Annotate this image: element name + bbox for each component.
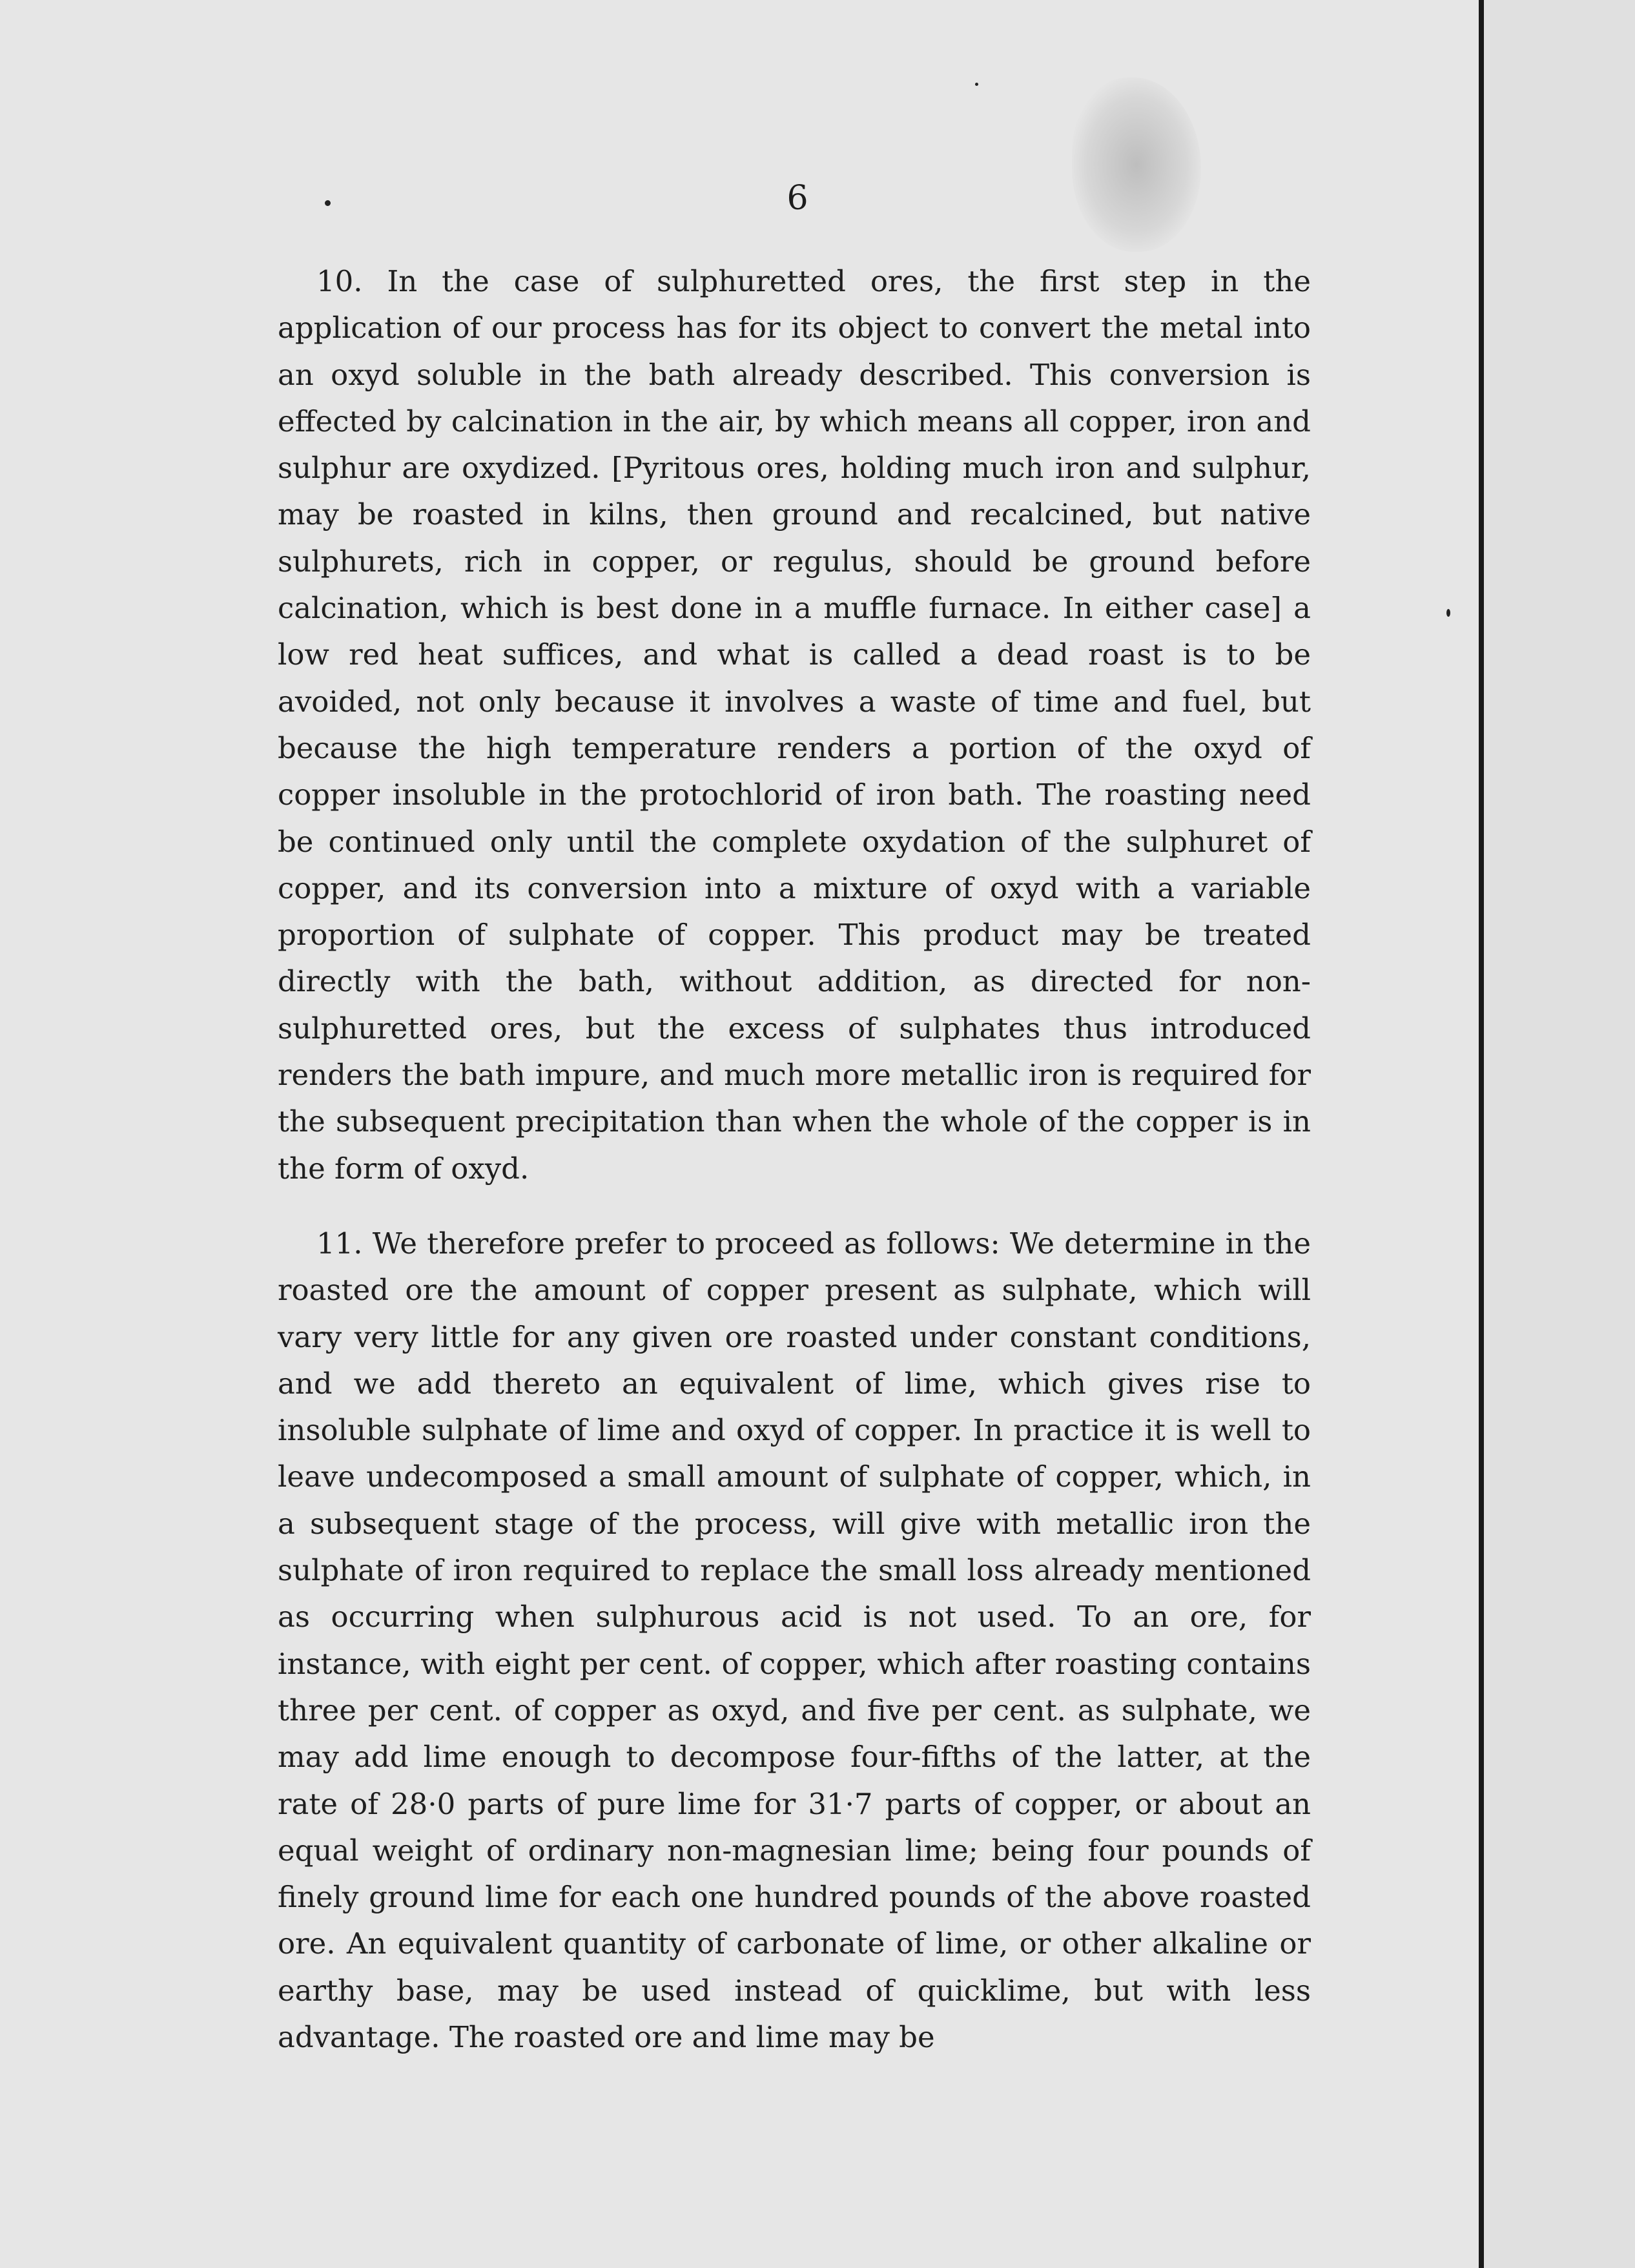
ink-stain: [1072, 77, 1201, 252]
speck-mark: [325, 200, 331, 206]
speck-mark: [1446, 609, 1450, 617]
paragraph-10: 10. In the case of sulphuretted ores, the first step in the application of our process has for its object to convert the metal into an oxyd soluble in the bath already described. This conversion is effected by calcination in the air, by which means all copper, iron and sulphur are oxydized. [Pyritous ores, holding much iron and sulphur, may be roasted in kilns, then ground and recalcined, but native sulphurets, rich in copper, or regulus, should be ground before calcination, which is best done in a muffle furnace. In either case] a low red heat suffices, and what is called a dead roast is to be avoided, not only because it involves a waste of time and fuel, but because the high temperature renders a portion of the oxyd of copper insoluble in the protochlorid of iron bath. The roasting need be continued only until the complete oxydation of the sulphuret of copper, and its conversion into a mixture of oxyd with a variable proportion of sulphate of copper. This product may be treated directly with the bath, without addition, as directed for non-sulphuretted ores, but the excess of sulphates thus introduced renders the bath impure, and much more metallic iron is required for the subsequent precipitation than when the whole of the copper is in the form of oxyd.: [278, 264, 1311, 1186]
body-text: [278, 258, 1311, 2089]
speck-mark: [975, 83, 978, 86]
adjacent-page-edge: [1479, 0, 1635, 2268]
page-number: 6: [787, 179, 808, 218]
paragraph-11: 11. We therefore prefer to proceed as follows: We determine in the roasted ore the amount of copper present as sulphate, which will vary very little for any given ore roasted under constant conditions, and we add thereto an equivalent of lime, which gives rise to insoluble sulphate of lime and oxyd of copper. In practice it is well to leave undecomposed a small amount of sulphate of copper, which, in a subsequent stage of the process, will give with metallic iron the sulphate of iron required to replace the small loss already mentioned as occurring when sulphurous acid is not used. To an ore, for instance, with eight per cent. of copper, which after roasting contains three per cent. of copper as oxyd, and five per cent. as sulphate, we may add lime enough to decompose four-fifths of the latter, at the rate of 28·0 parts of pure lime for 31·7 parts of copper, or about an equal weight of ordinary non-magnesian lime; being four pounds of finely ground lime for each one hundred pounds of the above roasted ore. An equivalent quantity of carbonate of lime, or other alkaline or earthy base, may be used instead of quicklime, but with less advantage. The roasted ore and lime may be: [278, 1226, 1311, 2054]
